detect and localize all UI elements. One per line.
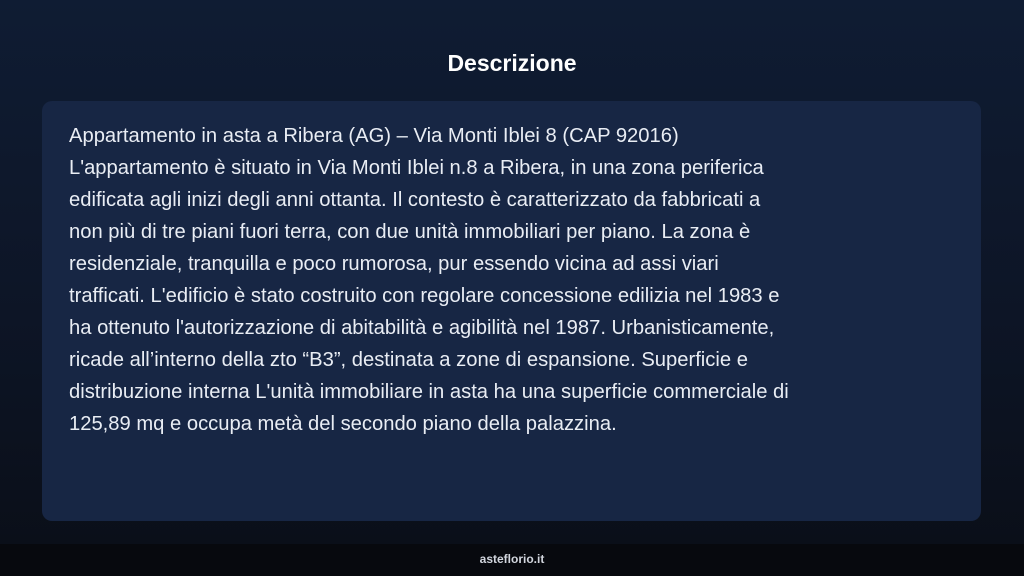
page-title: Descrizione [447, 50, 577, 76]
description-text: Appartamento in asta a Ribera (AG) – Via Monti Iblei 8 (CAP 92016) L'appartamento è situato in Via Monti Iblei n.8 a Ribera, in una zona periferica edificata agli inizi degli anni ottanta. Il contesto è caratterizzato da fabbricati a non più di tre piani fuori terra, con due unità immobiliari per piano. La zona è residenziale, tranquilla e poco rumorosa, pur essendo vicina ad assi viari trafficati. L'edificio è stato costruito con regolare concessione edilizia nel 1983 e ha ottenuto l'autorizzazione di abitabilità e agibilità nel 1987. Urbanisticamente, ricade all’interno della zto “B3”, destinata a zone di espansione. Superficie e distribuzione interna L'unità immobiliare in asta ha una superficie commerciale di 125,89 mq e occupa metà del secondo piano della palazzina. [69, 125, 789, 435]
description-card [42, 101, 981, 521]
footer-site-label: asteflorio.it [479, 552, 545, 566]
